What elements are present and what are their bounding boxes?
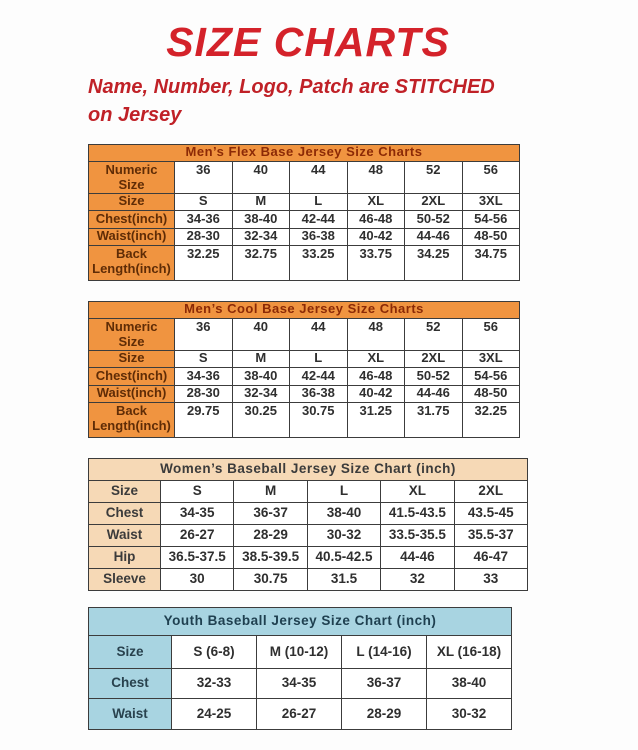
table-row [89,318,520,350]
table-row [89,502,528,524]
row-label-cell: Waist [89,698,172,729]
header-block [88,20,528,130]
table-cell: 56 [462,161,520,193]
row-label-cell: Back Length(inch) [89,245,175,280]
table-cell: 26-27 [161,524,234,546]
table-cell: 36 [175,161,233,193]
table-cell: 46-48 [347,367,405,385]
table-cell: 42-44 [290,367,348,385]
table-cell: L (14-16) [342,635,427,668]
table-row [89,367,520,385]
table-cell: L [307,480,380,502]
table-title: Men’s Cool Base Jersey Size Charts [89,301,520,318]
table-row [89,210,520,228]
table-cell: 50-52 [405,367,463,385]
table-cell: 38.5-39.5 [234,546,307,568]
table-cell: 42-44 [290,210,348,228]
table-cell: 34-36 [175,367,233,385]
subtitle-line-2: on Jersey [88,104,182,127]
table-cell: 32.25 [462,402,520,437]
table-cell: 43.5-45 [454,502,527,524]
row-label-cell: Size [89,350,175,367]
table-cell: 32-33 [172,668,257,698]
table-row [89,385,520,402]
table-cell: S (6-8) [172,635,257,668]
table-cell: L [290,350,348,367]
table-cell: 31.5 [307,568,380,590]
table-cell: 28-30 [175,228,233,245]
table-cell: 34-36 [175,210,233,228]
table-cell: 38-40 [232,210,290,228]
row-label-cell: Hip [89,546,161,568]
table-cell: 30-32 [307,524,380,546]
table-cell: 34-35 [161,502,234,524]
size-tables-container [88,144,638,730]
table-cell: 32 [381,568,454,590]
table-cell: 48 [347,318,405,350]
table-cell: 44-46 [381,546,454,568]
table-row [89,546,528,568]
table-cell: 54-56 [462,210,520,228]
table-cell: 2XL [454,480,527,502]
table-cell: 34.75 [462,245,520,280]
row-label-cell: Chest(inch) [89,210,175,228]
table-cell: M [232,350,290,367]
table-cell: 34-35 [257,668,342,698]
table-cell: S [161,480,234,502]
table-cell: 30.75 [234,568,307,590]
table-cell: 29.75 [175,402,233,437]
table-cell: 33 [454,568,527,590]
table-cell: 48-50 [462,228,520,245]
table-cell: 46-47 [454,546,527,568]
table-cell: 30.25 [232,402,290,437]
table-title-row [89,458,528,480]
row-label-cell: Chest(inch) [89,367,175,385]
table-cell: 2XL [405,350,463,367]
table-cell: XL [381,480,454,502]
row-label-cell: Size [89,193,175,210]
row-label-cell: Waist(inch) [89,228,175,245]
table-cell: 36 [175,318,233,350]
table-row [89,635,512,668]
table-cell: 36.5-37.5 [161,546,234,568]
table-cell: 44 [290,318,348,350]
table-cell: 40-42 [347,385,405,402]
table-title: Men’s Flex Base Jersey Size Charts [89,144,520,161]
table-cell: L [290,193,348,210]
youth-baseball-size-chart [88,607,512,730]
table-cell: XL [347,350,405,367]
table-row [89,524,528,546]
table-cell: S [175,193,233,210]
table-cell: 56 [462,318,520,350]
table-cell: 54-56 [462,367,520,385]
table-cell: 33.25 [290,245,348,280]
table-cell: 35.5-37 [454,524,527,546]
table-cell: 32-34 [232,385,290,402]
table-cell: 31.75 [405,402,463,437]
table-row [89,568,528,590]
table-cell: XL [347,193,405,210]
table-cell: 48 [347,161,405,193]
table-cell: 30-32 [427,698,512,729]
table-cell: 52 [405,161,463,193]
page-title: SIZE CHARTS [166,19,450,65]
table-cell: 34.25 [405,245,463,280]
table-cell: M (10-12) [257,635,342,668]
table-cell: 36-38 [290,228,348,245]
table-cell: 44 [290,161,348,193]
row-label-cell: Chest [89,502,161,524]
table-cell: 30 [161,568,234,590]
table-cell: 2XL [405,193,463,210]
table-cell: 33.5-35.5 [381,524,454,546]
table-cell: 40.5-42.5 [307,546,380,568]
table-title: Youth Baseball Jersey Size Chart (inch) [89,607,512,635]
table-row [89,350,520,367]
table-title: Women’s Baseball Jersey Size Chart (inch) [89,458,528,480]
row-label-cell: Waist [89,524,161,546]
table-title-row [89,144,520,161]
table-cell: 41.5-43.5 [381,502,454,524]
table-cell: 32.25 [175,245,233,280]
mens-cool-base-size-chart [88,301,520,438]
table-cell: 40 [232,161,290,193]
table-title-row [89,607,512,635]
table-cell: M [234,480,307,502]
table-cell: 38-40 [232,367,290,385]
table-cell: M [232,193,290,210]
table-cell: S [175,350,233,367]
table-cell: 52 [405,318,463,350]
table-cell: 44-46 [405,385,463,402]
row-label-cell: Chest [89,668,172,698]
table-row [89,668,512,698]
table-cell: 48-50 [462,385,520,402]
table-cell: 3XL [462,350,520,367]
table-cell: 28-30 [175,385,233,402]
table-row [89,228,520,245]
page-subtitle [88,73,528,130]
table-row [89,193,520,210]
row-label-cell: Back Length(inch) [89,402,175,437]
table-cell: 28-29 [234,524,307,546]
table-row [89,402,520,437]
table-cell: 26-27 [257,698,342,729]
womens-baseball-size-chart [88,458,528,591]
table-cell: 24-25 [172,698,257,729]
table-cell: 36-38 [290,385,348,402]
table-row [89,480,528,502]
row-label-cell: Numeric Size [89,318,175,350]
table-cell: 32-34 [232,228,290,245]
table-title-row [89,301,520,318]
table-cell: 40 [232,318,290,350]
table-cell: 31.25 [347,402,405,437]
table-cell: XL (16-18) [427,635,512,668]
table-cell: 38-40 [307,502,380,524]
row-label-cell: Numeric Size [89,161,175,193]
table-row [89,698,512,729]
table-cell: 36-37 [342,668,427,698]
table-cell: 33.75 [347,245,405,280]
table-cell: 44-46 [405,228,463,245]
row-label-cell: Waist(inch) [89,385,175,402]
table-cell: 32.75 [232,245,290,280]
table-cell: 36-37 [234,502,307,524]
table-cell: 40-42 [347,228,405,245]
table-cell: 50-52 [405,210,463,228]
table-cell: 28-29 [342,698,427,729]
table-cell: 3XL [462,193,520,210]
table-cell: 46-48 [347,210,405,228]
row-label-cell: Size [89,480,161,502]
table-cell: 30.75 [290,402,348,437]
table-row [89,161,520,193]
table-row [89,245,520,280]
table-cell: 38-40 [427,668,512,698]
row-label-cell: Sleeve [89,568,161,590]
row-label-cell: Size [89,635,172,668]
mens-flex-base-size-chart [88,144,520,281]
subtitle-line-1: Name, Number, Logo, Patch are STITCHED [88,76,495,99]
